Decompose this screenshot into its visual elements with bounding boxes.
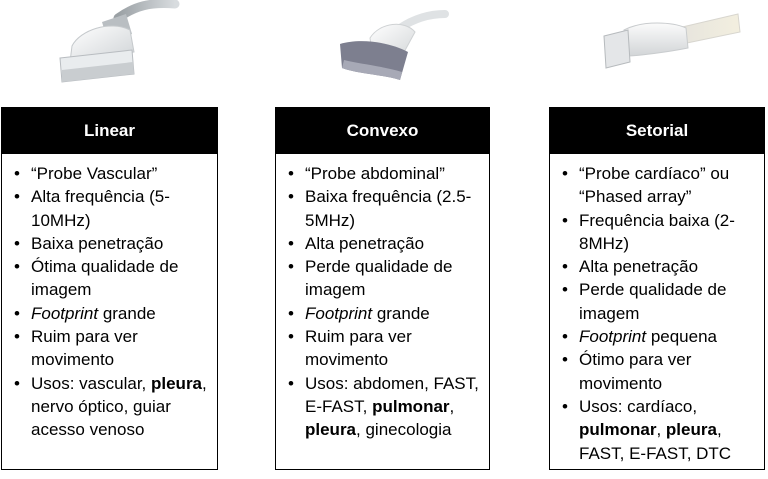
italic-text: Footprint bbox=[31, 303, 99, 323]
item-text: Perde qualidade de imagem bbox=[305, 257, 453, 300]
item-text: Baixa penetração bbox=[31, 233, 164, 253]
item-text: Ruim para ver movimento bbox=[31, 327, 138, 370]
list-item bbox=[560, 255, 758, 278]
list-item bbox=[12, 302, 211, 325]
item-text: Usos: abdomen, FAST, E-FAST, bbox=[305, 373, 479, 416]
item-text: Alta frequência (5-10MHz) bbox=[31, 187, 170, 230]
item-text: grande bbox=[372, 303, 430, 323]
list-item bbox=[286, 232, 483, 255]
item-text: Ótimo para ver movimento bbox=[579, 350, 692, 393]
item-text: Frequência baixa (2-8MHz) bbox=[579, 210, 735, 253]
item-text: “Probe cardíaco” ou “Phased array” bbox=[579, 164, 730, 207]
item-text: Ótima qualidade de imagem bbox=[31, 257, 179, 300]
list-item bbox=[560, 348, 758, 395]
linear-probe-card bbox=[1, 107, 218, 470]
bold-text: pleura bbox=[305, 420, 357, 440]
item-text: Usos: cardíaco, bbox=[579, 396, 698, 416]
list-item bbox=[286, 185, 483, 232]
item-text: , ginecologia bbox=[356, 420, 452, 440]
card-title: Setorial bbox=[550, 108, 764, 154]
item-text: Ruim para ver movimento bbox=[305, 327, 412, 370]
bold-text: pulmonar bbox=[372, 396, 450, 416]
list-item bbox=[560, 162, 758, 209]
item-text: Baixa frequência (2.5-5MHz) bbox=[305, 187, 472, 230]
item-text: grande bbox=[98, 303, 156, 323]
item-text: Perde qualidade de imagem bbox=[579, 280, 727, 323]
feature-list bbox=[12, 162, 211, 442]
list-item bbox=[560, 395, 758, 465]
card-title: Linear bbox=[2, 108, 217, 154]
item-text: pequena bbox=[646, 327, 717, 347]
list-item bbox=[12, 162, 211, 185]
italic-text: Footprint bbox=[305, 303, 373, 323]
phased-array-probe-icon bbox=[598, 8, 748, 78]
card-title: Convexo bbox=[276, 108, 489, 154]
list-item bbox=[12, 325, 211, 372]
list-item bbox=[12, 185, 211, 232]
list-item bbox=[560, 278, 758, 325]
item-text: , bbox=[656, 420, 666, 440]
list-item bbox=[286, 255, 483, 302]
list-item bbox=[286, 302, 483, 325]
item-text: , FAST, E-FAST, DTC bbox=[579, 420, 732, 463]
phased-array-probe-card bbox=[549, 107, 765, 470]
item-text: , bbox=[449, 396, 455, 416]
feature-list bbox=[560, 162, 758, 465]
list-item bbox=[286, 325, 483, 372]
item-text: “Probe Vascular” bbox=[31, 164, 158, 183]
italic-text: Footprint bbox=[579, 327, 647, 347]
list-item bbox=[286, 162, 483, 185]
item-text: , nervo óptico, guiar acesso venoso bbox=[31, 373, 207, 440]
list-item bbox=[12, 232, 211, 255]
item-text: Usos: vascular, bbox=[31, 373, 151, 393]
bold-text: pleura bbox=[151, 373, 203, 393]
bold-text: pleura bbox=[665, 420, 717, 440]
item-text: Alta penetração bbox=[305, 233, 425, 253]
convex-probe-icon bbox=[330, 8, 450, 88]
linear-probe-icon bbox=[50, 0, 180, 90]
convex-probe-card bbox=[275, 107, 490, 470]
list-item bbox=[560, 209, 758, 256]
list-item bbox=[286, 372, 483, 442]
list-item bbox=[12, 255, 211, 302]
item-text: Alta penetração bbox=[579, 257, 699, 277]
list-item bbox=[560, 325, 758, 348]
list-item bbox=[12, 372, 211, 442]
bold-text: pulmonar bbox=[579, 420, 657, 440]
item-text: “Probe abdominal” bbox=[305, 164, 445, 183]
feature-list bbox=[286, 162, 483, 442]
